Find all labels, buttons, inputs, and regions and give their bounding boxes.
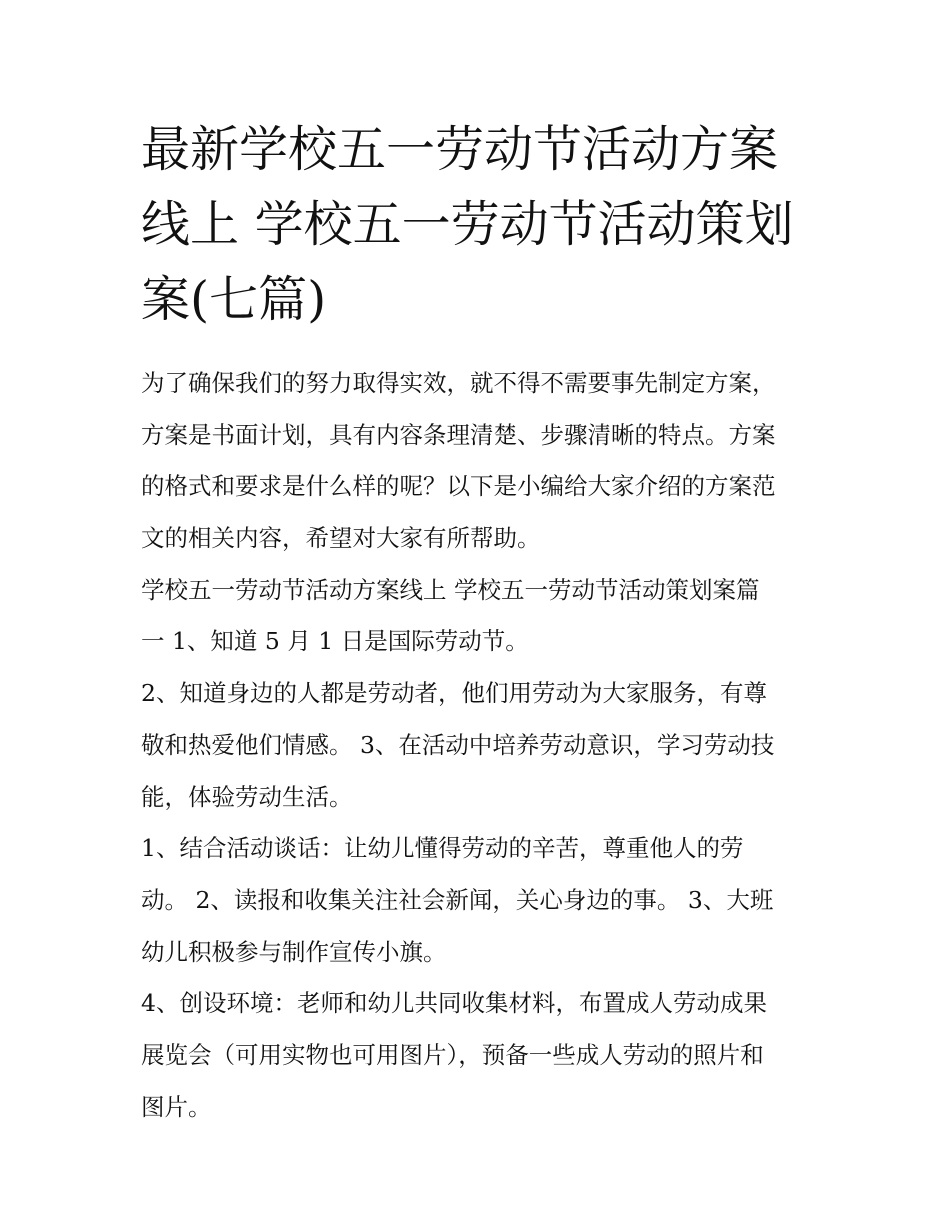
body-line: 敬和热爱他们情感。 3、在活动中培养劳动意识，学习劳动技 (141, 730, 775, 759)
body-line: 一 1、知道 5 月 1 日是国际劳动节。 (141, 627, 529, 656)
document-title (141, 112, 821, 337)
body-line: 方案是书面计划，具有内容条理清楚、步骤清晰的特点。方案 (141, 420, 776, 449)
body-line: 4、创设环境：老师和幼儿共同收集材料，布置成人劳动成果 (141, 989, 767, 1018)
body-line: 动。 2、读报和收集关注社会新闻，关心身边的事。 3、大班 (141, 885, 774, 914)
body-line: 2、知道身边的人都是劳动者，他们用劳动为大家服务，有尊 (141, 679, 767, 708)
title-line: 最新学校五一劳动节活动方案 (141, 121, 779, 178)
body-line: 展览会（可用实物也可用图片），预备一些成人劳动的照片和 (141, 1040, 764, 1069)
body-line: 幼儿积极参与制作宣传小旗。 (141, 937, 447, 966)
title-line: 线上 学校五一劳动节活动策划 (141, 196, 794, 253)
document-body (141, 358, 831, 1133)
body-line: 1、结合活动谈话：让幼儿懂得劳动的辛苦，尊重他人的劳 (141, 834, 744, 863)
body-line: 文的相关内容，希望对大家有所帮助。 (141, 524, 541, 553)
body-line: 的格式和要求是什么样的呢？以下是小编给大家介绍的方案范 (141, 472, 776, 501)
body-line: 能，体验劳动生活。 (141, 782, 353, 811)
body-line: 图片。 (141, 1092, 212, 1121)
body-line: 学校五一劳动节活动方案线上 学校五一劳动节活动策划案篇 (141, 575, 760, 604)
body-line: 为了确保我们的努力取得实效，就不得不需要事先制定方案， (141, 369, 776, 397)
title-line: 案(七篇) (141, 271, 327, 328)
